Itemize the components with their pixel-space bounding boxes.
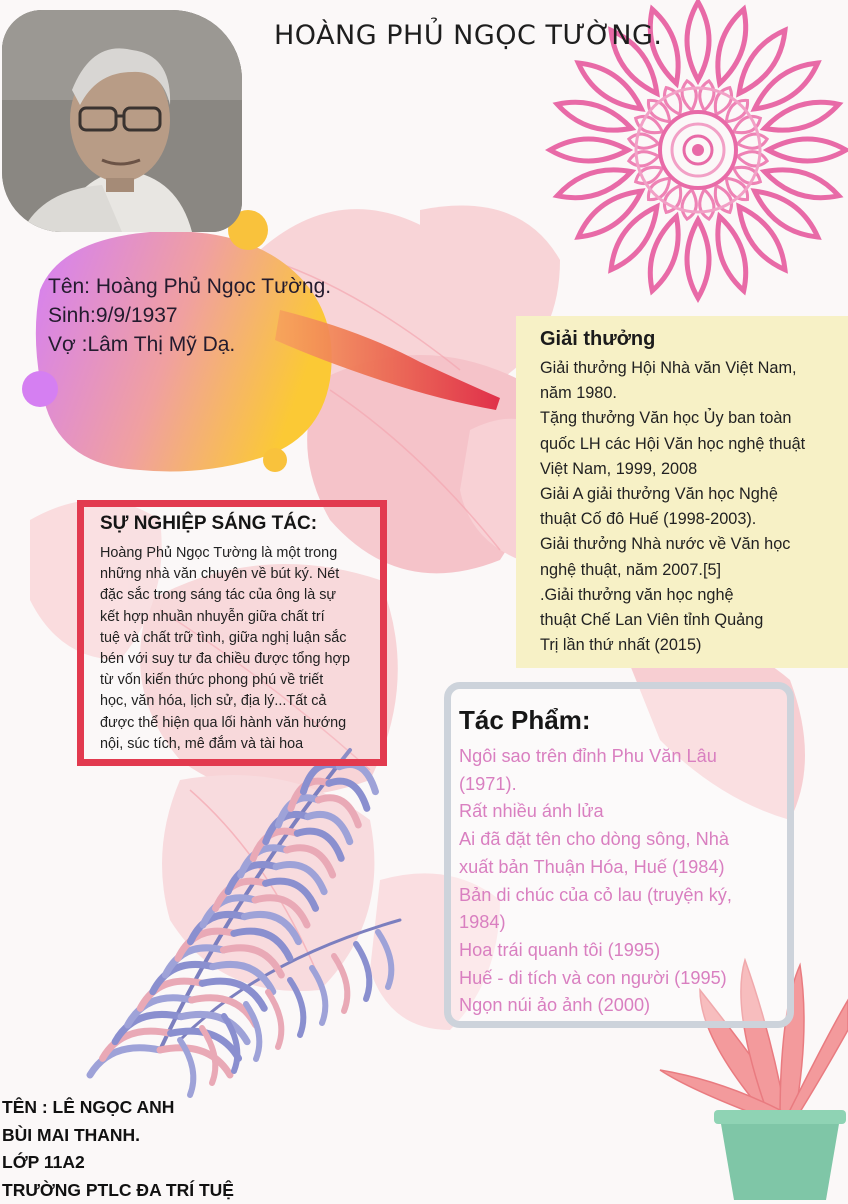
work-item: Ai đã đặt tên cho dòng sông, Nhà: [459, 826, 779, 854]
author-line: TRƯỜNG PTLC ĐA TRÍ TUỆ: [2, 1177, 234, 1204]
award-line: .Giải thưởng văn học nghệ: [540, 583, 846, 608]
work-item: Huế - di tích và con người (1995): [459, 965, 779, 993]
works-list: [459, 743, 779, 1020]
award-line: nghệ thuật, năm 2007.[5]: [540, 558, 846, 583]
bio-born: Sinh:9/9/1937: [48, 301, 331, 330]
award-line: năm 1980.: [540, 381, 846, 406]
work-item: Ngọn núi ảo ảnh (2000): [459, 992, 779, 1020]
career-line: bén với suy tư đa chiều được tổng hợp: [100, 649, 382, 670]
career-line: từ vốn kiến thức phong phú về triết: [100, 670, 382, 691]
author-credits: [2, 1094, 234, 1204]
work-item: 1984): [459, 909, 779, 937]
works-heading: Tác Phẩm:: [459, 705, 591, 736]
award-line: Tặng thưởng Văn học Ủy ban toàn: [540, 406, 846, 431]
work-item: (1971).: [459, 771, 779, 799]
career-line: học, văn hóa, lịch sử, địa lý...Tất cả: [100, 691, 382, 712]
awards-heading: Giải thưởng: [540, 328, 655, 351]
awards-text: [540, 356, 846, 658]
bio-name: Tên: Hoàng Phủ Ngọc Tường.: [48, 272, 331, 301]
career-line: tuệ và chất trữ tình, giữa nghị luận sắc: [100, 628, 382, 649]
career-line: những nhà văn chuyên về bút ký. Nét: [100, 564, 382, 585]
award-line: Giải thưởng Hội Nhà văn Việt Nam,: [540, 356, 846, 381]
award-line: Giải A giải thưởng Văn học Nghệ: [540, 482, 846, 507]
award-line: thuật Chế Lan Viên tỉnh Quảng: [540, 608, 846, 633]
page-title: HOÀNG PHỦ NGỌC TƯỜNG.: [274, 20, 694, 51]
author-line: LỚP 11A2: [2, 1149, 234, 1177]
work-item: Rất nhiều ánh lửa: [459, 798, 779, 826]
career-line: nội, súc tích, mê đắm và tài hoa: [100, 734, 382, 755]
career-line: Hoàng Phủ Ngọc Tường là một trong: [100, 543, 382, 564]
author-portrait: [2, 10, 242, 232]
award-line: quốc LH các Hội Văn học nghệ thuật: [540, 432, 846, 457]
career-line: được thể hiện qua lối hành văn hướng: [100, 713, 382, 734]
work-item: Bản di chúc của cỏ lau (truyện ký,: [459, 882, 779, 910]
career-box: [77, 500, 387, 766]
bio-spouse: Vợ :Lâm Thị Mỹ Dạ.: [48, 330, 331, 359]
author-line: BÙI MAI THANH.: [2, 1122, 234, 1150]
award-line: Giải thưởng Nhà nước về Văn học: [540, 532, 846, 557]
awards-box: [516, 316, 848, 668]
career-text: [100, 543, 382, 755]
works-box: [444, 682, 794, 1028]
award-line: Trị lần thứ nhất (2015): [540, 633, 846, 658]
award-line: Việt Nam, 1999, 2008: [540, 457, 846, 482]
career-heading: SỰ NGHIỆP SÁNG TÁC:: [100, 513, 317, 535]
career-line: đặc sắc trong sáng tác của ông là sự: [100, 585, 382, 606]
bio-info: [48, 272, 331, 359]
award-line: thuật Cố đô Huế (1998-2003).: [540, 507, 846, 532]
work-item: Hoa trái quanh tôi (1995): [459, 937, 779, 965]
author-line: TÊN : LÊ NGỌC ANH: [2, 1094, 234, 1122]
work-item: Ngôi sao trên đỉnh Phu Văn Lâu: [459, 743, 779, 771]
work-item: xuất bản Thuận Hóa, Huế (1984): [459, 854, 779, 882]
career-line: kết hợp nhuần nhuyễn giữa chất trí: [100, 607, 382, 628]
